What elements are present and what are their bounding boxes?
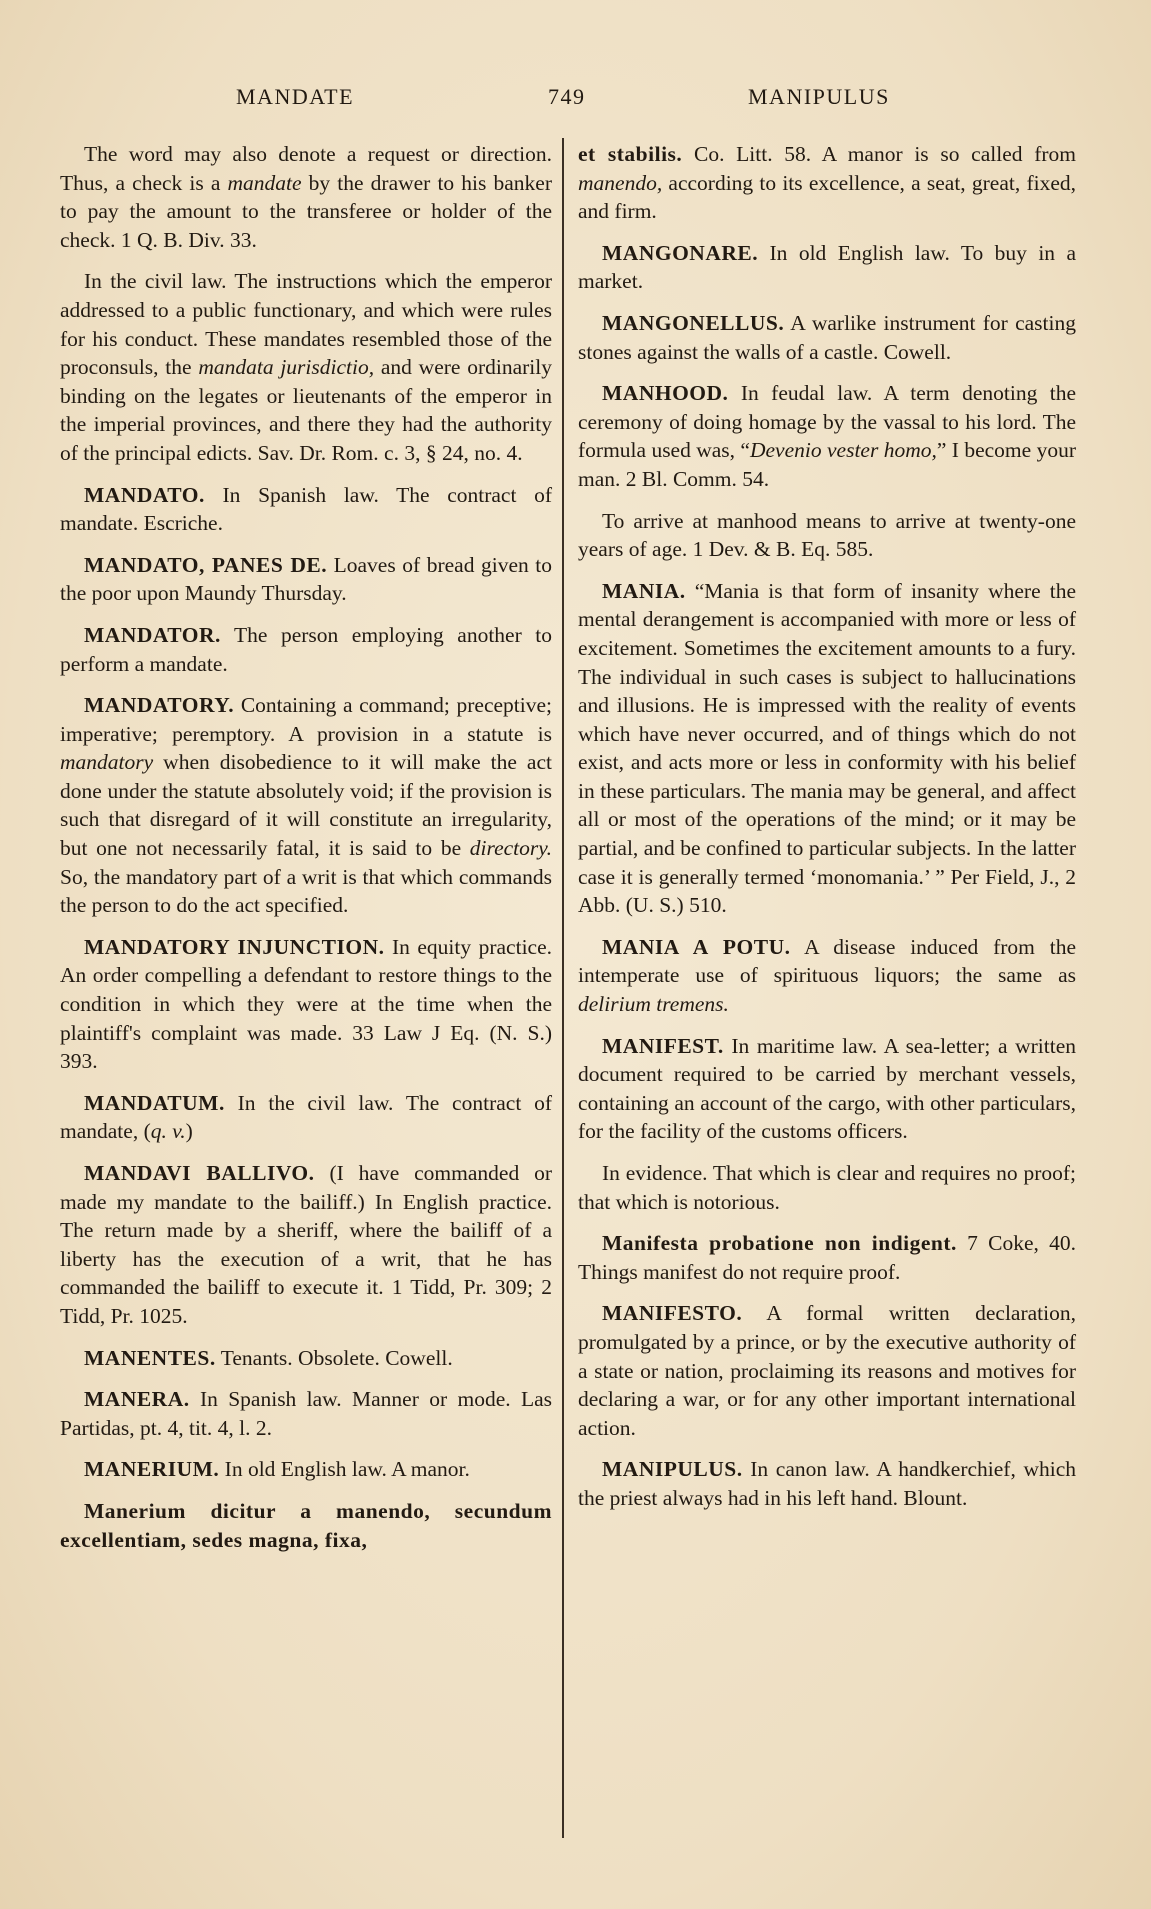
page-number: 749 <box>548 84 586 109</box>
entry-headword: MANGONELLUS. <box>602 310 785 335</box>
running-head <box>0 84 1151 114</box>
entry-italic-text: directory. <box>469 836 552 861</box>
running-head-right: MANIPULUS <box>748 84 890 109</box>
entry-text: In Spanish law. The contract of mandate. Escriche. <box>60 482 552 536</box>
entry-headword: MANIA A POTU. <box>602 934 791 959</box>
dictionary-entry <box>60 481 552 538</box>
dictionary-entry <box>578 1229 1076 1286</box>
dictionary-entry <box>60 551 552 608</box>
entry-text: Loaves of bread given to the poor upon Maundy Thursday. <box>60 552 553 606</box>
entry-headword: MANHOOD. <box>602 381 729 406</box>
dictionary-entry <box>578 1032 1076 1146</box>
entry-text: In the civil law. The contract of mandate, ( <box>60 1090 553 1144</box>
entry-text: A warlike instrument for casting stones against the walls of a castle. Cowell. <box>578 310 1076 364</box>
dictionary-entry <box>60 1385 552 1442</box>
entry-headword: MANERIUM. <box>84 1457 220 1482</box>
entry-headword: MANDATO, PANES DE. <box>84 552 328 577</box>
entry-headword: MANIFESTO. <box>602 1301 743 1326</box>
dictionary-entry <box>60 691 552 920</box>
entry-headword: MANDATO. <box>84 482 205 507</box>
entry-text: In old English law. To buy in a market. <box>578 240 1076 294</box>
entry-italic-text: Devenio vester homo, <box>749 438 937 463</box>
entry-text: and were ordinarily binding on the legates or lieutenants of the emperor in the imperial provinces, and there they had the authority of the principal edicts. Sav. Dr. Rom. c. 3, § 24, no. 4. <box>60 355 552 465</box>
entry-text: The person employing another to perform a mandate. <box>60 622 552 676</box>
entry-italic-text: mandata jurisdictio, <box>198 355 375 380</box>
dictionary-entry <box>578 140 1076 226</box>
entry-headword: MANDATORY INJUNCTION. <box>84 934 385 959</box>
entry-headword: Manerium dicitur a manendo, secundum excellentiam, sedes magna, fixa, <box>60 1498 552 1552</box>
entry-headword: et stabilis. <box>578 142 683 166</box>
entry-text: In evidence. That which is clear and requires no proof; that which is notorious. <box>578 1161 1076 1214</box>
entry-headword: MANDAVI BALLIVO. <box>84 1161 315 1185</box>
entry-text: Tenants. Obsolete. Cowell. <box>220 1345 453 1370</box>
entry-text: ” I become your man. 2 Bl. Comm. 54. <box>578 438 1076 491</box>
right-column <box>578 140 1076 1526</box>
entry-headword: MANENTES. <box>84 1345 216 1370</box>
dictionary-entry <box>60 1159 552 1331</box>
entry-text: 7 Coke, 40. Things manifest do not require proof. <box>578 1231 1077 1284</box>
left-column <box>60 140 552 1567</box>
dictionary-entry <box>60 933 552 1076</box>
entry-headword: MANGONARE. <box>602 240 759 265</box>
entry-text: Co. Litt. 58. A manor is so called from <box>694 142 1076 166</box>
dictionary-entry <box>578 1159 1076 1216</box>
entry-text: A formal written declaration, promulgated by a prince, or by the executive authority of a state or nation, proclaiming its reasons and motives for declaring a war, or for any other important international action. <box>578 1301 1076 1440</box>
entry-headword: MANDATUM. <box>84 1090 225 1115</box>
entry-headword: MANIPULUS. <box>602 1457 743 1482</box>
dictionary-entry <box>578 1455 1076 1512</box>
dictionary-entry <box>578 1299 1076 1442</box>
dictionary-entry <box>578 239 1076 296</box>
entry-text: Containing a command; preceptive; imperative; peremptory. A provision in a statute is <box>60 693 553 746</box>
entry-text: “Mania is that form of insanity where the mental derangement is accompanied with more or less of excitement. Sometimes the excitement amounts to a fury. The individual in such cases is subject to hallucinations and illusions. He is impressed with the reality of events which have never occurred, and of things which do not exist, and acts more or less in conformity with his belief in these particulars. The mania may be general, and affect all or most of the operations of the mind; or it may be partial, and be confined to particular subjects. In the latter case it is generally termed ‘monomania.’ ” Per Field, J., 2 Abb. (U. S.) 510. <box>578 578 1076 918</box>
entry-text: (I have commanded or made my mandate to the bailiff.) In English practice. The return made by a sheriff, where the bailiff of a liberty has the execution of a writ, that he has commanded the bailiff to execute it. 1 Tidd, Pr. 309; 2 Tidd, Pr. 1025. <box>60 1161 553 1328</box>
entry-italic-text: mandatory <box>60 750 154 775</box>
entry-headword: MANDATOR. <box>84 622 221 647</box>
dictionary-entry <box>60 1455 552 1484</box>
entry-text: In canon law. A handkerchief, which the priest always had in his left hand. Blount. <box>578 1457 1077 1510</box>
dictionary-entry <box>60 140 552 254</box>
entry-text: A disease induced from the intemperate use of spirituous liquors; the same as <box>578 934 1076 988</box>
dictionary-entry <box>60 1344 552 1373</box>
entry-headword: MANDATORY. <box>84 693 235 718</box>
dictionary-entry <box>578 309 1076 366</box>
dictionary-entry <box>578 577 1076 920</box>
entry-text: In the civil law. The instructions which the emperor addressed to a public functionary, and which were rules for his conduct. These mandates resembled those of the proconsuls, the <box>60 269 552 380</box>
entry-headword: MANERA. <box>84 1387 190 1412</box>
entry-italic-text: q. v. <box>150 1119 186 1144</box>
dictionary-entry <box>578 379 1076 493</box>
column-divider <box>562 138 564 1838</box>
dictionary-entry <box>578 507 1076 564</box>
dictionary-entry <box>60 621 552 678</box>
entry-italic-text: delirium tremens. <box>578 992 729 1017</box>
entry-text: In Spanish law. Manner or mode. Las Partidas, pt. 4, tit. 4, l. 2. <box>60 1387 552 1440</box>
entry-text: So, the mandatory part of a writ is that which commands the person to do the act specified. <box>60 864 552 918</box>
entry-headword: MANIFEST. <box>602 1033 724 1058</box>
running-head-left: MANDATE <box>236 84 355 109</box>
dictionary-entry <box>60 1497 552 1554</box>
entry-text: according to its excellence, a seat, great, fixed, and firm. <box>578 170 1076 224</box>
entry-text: The word may also denote a request or direction. Thus, a check is a <box>60 142 552 195</box>
dictionary-entry <box>578 933 1076 1019</box>
entry-text: To arrive at manhood means to arrive at twenty-one years of age. 1 Dev. & B. Eq. 585. <box>578 508 1076 562</box>
entry-text: ) <box>185 1119 193 1144</box>
entry-text: by the drawer to his banker to pay the amount to the transferee or holder of the check. 1 Q. B. Div. 33. <box>60 170 552 252</box>
dictionary-entry <box>60 267 552 467</box>
entry-italic-text: manendo, <box>578 170 663 195</box>
entry-headword: Manifesta probatione non indigent. <box>602 1231 957 1256</box>
entry-text: In old English law. A manor. <box>224 1457 470 1482</box>
entry-text: In maritime law. A sea-letter; a written document required to be carried by merchant vessels, containing an account of the cargo, with other particulars, for the facility of the customs officers. <box>578 1033 1077 1144</box>
entry-text: In feudal law. A term denoting the ceremony of doing homage by the vassal to his lord. The formula used was, “ <box>578 381 1077 463</box>
dictionary-entry <box>60 1089 552 1146</box>
entry-italic-text: mandate <box>227 170 302 195</box>
entry-text: when disobedience to it will make the act done under the statute absolutely void; if the provision is such that disregard of it will constitute an irregularity, but one not necessarily fatal, it is said to be <box>60 750 552 861</box>
entry-headword: MANIA. <box>602 578 686 603</box>
entry-text: In equity practice. An order compelling a defendant to restore things to the condition in which they were at the time when the plaintiff's complaint was made. 33 Law J Eq. (N. S.) 393. <box>60 934 552 1074</box>
